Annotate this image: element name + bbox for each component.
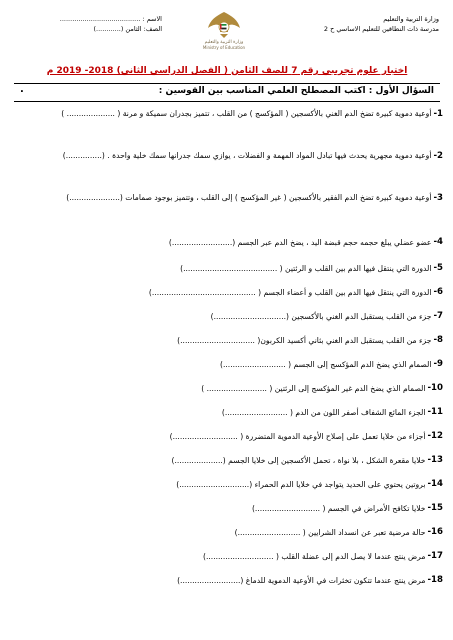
question-item bbox=[13, 148, 443, 164]
question-text[interactable]: جزء من القلب يستقبل الدم الغني بثاني أكسيد الكربون( ...............................) bbox=[177, 336, 432, 345]
emblem-english-caption: Ministry of Education bbox=[202, 45, 246, 50]
question-item bbox=[13, 574, 443, 587]
question-text[interactable]: بروتين يحتوي على الحديد يتواجد في خلايا الدم الحمراء (.............................) bbox=[176, 480, 426, 489]
question-text[interactable]: مرض ينتج عندما تتكون تخثرات في الأوعية الدموية للدماغ (.........................) bbox=[177, 576, 426, 585]
school-header bbox=[289, 14, 439, 34]
question-number: 15- bbox=[427, 503, 443, 513]
question-text[interactable]: الصمام الذي يضخ الدم المؤكسج إلى الجسم ( ..........................) bbox=[220, 360, 432, 369]
question-text[interactable]: عضو عضلي يبلغ حجمه حجم قبضة اليد ، يضخ الدم عبر الجسم (.........................) bbox=[168, 238, 432, 247]
question-item bbox=[13, 526, 443, 539]
question-item bbox=[13, 310, 443, 323]
school-name: مدرسة ذات النطاقين للتعليم الاساسي ح 2 bbox=[323, 25, 439, 33]
question-item bbox=[13, 430, 443, 443]
question-item bbox=[13, 106, 443, 122]
question-number: 5- bbox=[433, 263, 443, 273]
question-item bbox=[13, 262, 443, 275]
question-text[interactable]: أوعية دموية كبيرة تضخ الدم الفقير بالأكسجين ( غير المؤكسج ) إلى القلب ، وتتميز بوجود صمامات (.....................) bbox=[66, 193, 432, 202]
question-text[interactable]: الصمام الذي يضخ الدم غير المؤكسج إلى الرئتين ( ......................... ) bbox=[201, 384, 426, 393]
exam-title: اختبار علوم تجريبي رقم 7 للصف الثامن ( الفصل الدراسي الثاني) 2018- 2019 م bbox=[46, 66, 408, 76]
emblem-arabic-caption: وزارة التربية والتعليم bbox=[204, 40, 244, 45]
question-text[interactable]: أوعية دموية كبيرة تضخ الدم الغني بالأكسجين ( المؤكسج ) من القلب ، تتميز بجدران سميكة و مرنة ( .................... ) bbox=[61, 109, 432, 118]
student-info bbox=[22, 14, 162, 34]
question-number: 10- bbox=[427, 383, 443, 393]
student-name-field[interactable]: الاسم : ....................................... bbox=[59, 15, 162, 23]
student-class-field[interactable]: الصف: الثامن (............) bbox=[93, 25, 162, 33]
question-number: 4- bbox=[433, 237, 443, 247]
section-heading-box bbox=[14, 83, 440, 102]
question-text[interactable]: خلايا تكافح الأمراض في الجسم ( ...........................) bbox=[251, 504, 426, 513]
question-number: 9- bbox=[433, 359, 443, 369]
question-text[interactable]: خلايا مقعرة الشكل ، بلا نواة ، تحمل الأكسجين إلى خلايا الجسم (....................) bbox=[171, 456, 426, 465]
question-item bbox=[13, 478, 443, 491]
question-text[interactable]: الجزء المائع الشفاف أصفر اللون من الدم ( ..........................) bbox=[221, 408, 426, 417]
question-number: 16- bbox=[427, 527, 443, 537]
section-title: السؤال الأول : اكتب المصطلح العلمي المناسب بين القوسين : bbox=[158, 86, 434, 96]
question-item bbox=[13, 358, 443, 371]
question-item bbox=[13, 406, 443, 419]
question-text[interactable]: أجزاء من خلايا تعمل على إصلاح الأوعية الدموية المتضررة ( ...........................) bbox=[169, 432, 426, 441]
question-item bbox=[13, 334, 443, 347]
question-number: 18- bbox=[427, 575, 443, 585]
question-number: 7- bbox=[433, 311, 443, 321]
question-number: 12- bbox=[427, 431, 443, 441]
uae-emblem bbox=[188, 10, 260, 60]
question-text[interactable]: الدورة التي ينتقل فيها الدم بين القلب و الرئتين ( .......................................) bbox=[180, 264, 432, 273]
question-number: 17- bbox=[427, 551, 443, 561]
question-item bbox=[13, 382, 443, 395]
question-text[interactable]: حالة مرضية تعبر عن انسداد الشرايين ( ..........................) bbox=[234, 528, 426, 537]
ministry-name: وزارة التربية والتعليم bbox=[383, 15, 439, 23]
question-number: 3- bbox=[433, 193, 443, 203]
question-item bbox=[13, 236, 443, 249]
question-number: 13- bbox=[427, 455, 443, 465]
question-item bbox=[13, 286, 443, 299]
question-text[interactable]: جزء من القلب يستقبل الدم الغني بالأكسجين (..............................) bbox=[210, 312, 432, 321]
question-number: 14- bbox=[427, 479, 443, 489]
question-item bbox=[13, 454, 443, 467]
question-text[interactable]: أوعية دموية مجهرية يحدث فيها تبادل المواد المهمة و الفضلات ، يوازي سمك جدرانها سمك خلية واحدة . (...............) bbox=[62, 151, 432, 160]
question-number: 6- bbox=[433, 287, 443, 297]
falcon-emblem-icon bbox=[206, 10, 242, 40]
question-item bbox=[13, 550, 443, 563]
section-dot: . bbox=[20, 84, 24, 95]
question-text[interactable]: مرض ينتج عندما لا يصل الدم إلى عضلة القلب ( ............................) bbox=[202, 552, 426, 561]
question-text[interactable]: الدورة التي ينتقل فيها الدم بين القلب و أعضاء الجسم ( ...........................................) bbox=[148, 288, 432, 297]
question-number: 11- bbox=[427, 407, 443, 417]
question-number: 2- bbox=[433, 151, 443, 161]
question-item bbox=[13, 502, 443, 515]
question-number: 8- bbox=[433, 335, 443, 345]
question-number: 1- bbox=[433, 109, 443, 119]
question-item bbox=[13, 190, 443, 206]
